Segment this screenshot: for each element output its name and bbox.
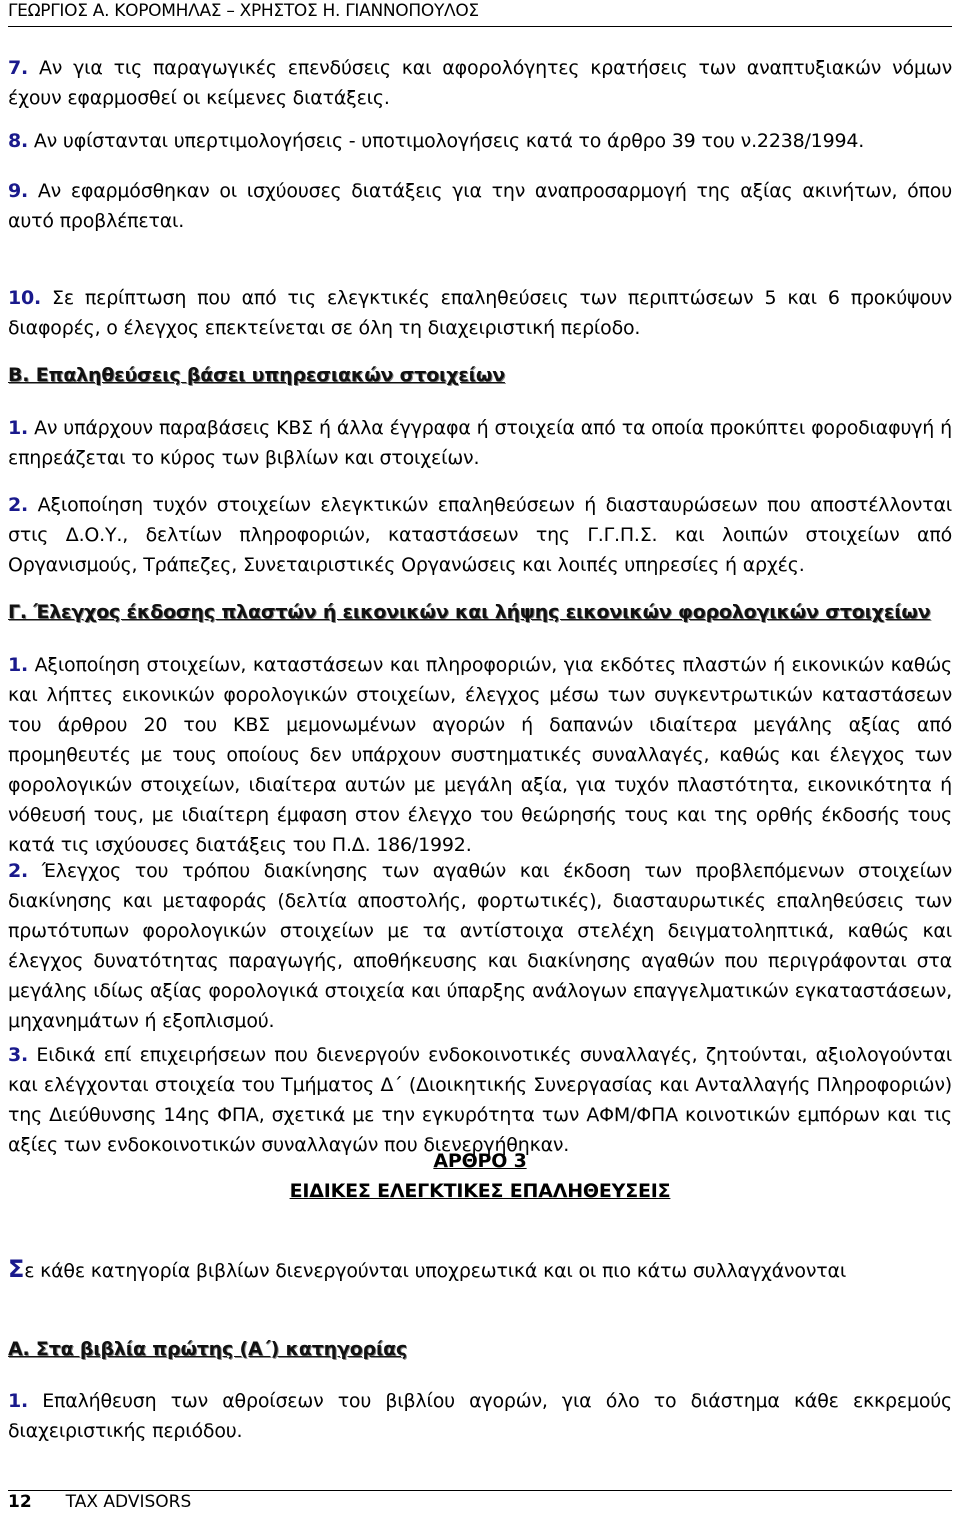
section-a-heading: Α. Στα βιβλία πρώτης (Α΄) κατηγορίας xyxy=(8,1338,408,1360)
footer-label: TAX ADVISORS xyxy=(65,1492,192,1512)
section-c-heading: Γ. Έλεγχος έκδοσης πλαστών ή εικονικών και λήψης εικονικών φορολογικών στοιχείων xyxy=(8,601,931,623)
section-b-heading: Β. Επαληθεύσεις βάσει υπηρεσιακών στοιχείων xyxy=(8,364,505,386)
page-number: 12 xyxy=(8,1492,32,1512)
section-c-item-2: 2. Έλεγχος του τρόπου διακίνησης των αγαθών και έκδοση των προβλεπόμενων στοιχείων διακίνησης και μεταφοράς (δελτία αποστολής, φορτωτικές), διασταυρωτικές επαληθεύσεις των πρωτότυπων φορολογικών στοιχείων με τα αντίστοιχα στελέχη δειγματοληπτικά, καθώς και έλεγχος δυνατότητας παραγωγής, αποθήκευσης και διακίνησης αγαθών που περιγράφονται στα μεγάλης ιδίως αξίας φορολογικά στοιχεία και ύπαρξης ανάλογων επαγγελματικών εγκαταστάσεων, μηχανημάτων ή εξοπλισμού. xyxy=(8,860,952,1032)
article-intro: Σε κάθε κατηγορία βιβλίων διενεργούνται υποχρεωτικά και οι πιο κάτω συλλαγχάνονται xyxy=(8,1255,847,1283)
article-subtitle: ΕΙΔΙΚΕΣ ΕΛΕΓΚΤΙΚΕΣ ΕΠΑΛΗΘΕΥΣΕΙΣ xyxy=(289,1180,671,1202)
running-header: ΓΕΩΡΓΙΟΣ Α. ΚΟΡΟΜΗΛΑΣ – ΧΡΗΣΤΟΣ Η. ΓΙΑΝΝΟΠΟΥΛΟΣ xyxy=(8,0,952,27)
item-8: 8. Αν υφίστανται υπερτιμολογήσεις - υποτιμολογήσεις κατά το άρθρο 39 του ν.2238/1994. xyxy=(8,130,865,152)
section-b-item-2: 2. Αξιοποίηση τυχόν στοιχείων ελεγκτικών επαληθεύσεων ή διασταυρώσεων που αποστέλλονται στις Δ.Ο.Υ., δελτίων πληροφοριών, καταστάσεων της Γ.Γ.Π.Σ. και λοιπών στοιχείων από Οργανισμούς, Τράπεζες, Συνεταιριστικές Οργανώσεις και λοιπές υπηρεσίες ή αρχές. xyxy=(8,494,952,576)
section-c-item-1: 1. Αξιοποίηση στοιχείων, καταστάσεων και πληροφοριών, για εκδότες πλαστών ή εικονικών καθώς και λήπτες εικονικών φορολογικών στοιχείων, έλεγχος μέσω των συγκεντρωτικών καταστάσεων του άρθρου 20 του ΚΒΣ μεμονωμένων αγορών ή δαπανών ιδιαίτερα μεγάλης αξίας από προμηθευτές με τους οποίους δεν υπάρχουν συστηματικές συναλλαγές, καθώς και έλεγχος των φορολογικών στοιχείων, ιδιαίτερα αυτών με μεγάλη αξία, για τυχόν πλαστότητα, εικονικότητα ή νόθευσή τους, με ιδιαίτερη έμφαση στον έλεγχο του θεώρησής τους και της ορθής έκδοσής τους κατά τις ισχύουσες διατάξεις του Π.Δ. 186/1992. xyxy=(8,654,952,856)
section-a-item-1: 1. Επαλήθευση των αθροίσεων του βιβλίου αγορών, για όλο το διάστημα κάθε εκκρεμούς διαχειριστικής περιόδου. xyxy=(8,1390,952,1442)
section-c-item-3: 3. Ειδικά επί επιχειρήσεων που διενεργούν ενδοκοινοτικές συναλλαγές, ζητούνται, αξιολογούνται και ελέγχονται στοιχεία του Τμήματος Δ΄ (Διοικητικής Συνεργασίας και Ανταλλαγής Πληροφοριών) της Διεύθυνσης 14ης ΦΠΑ, σχετικά με την εγκυρότητα των ΑΦΜ/ΦΠΑ κοινοτικών εμπόρων και τις αξίες των ενδοκοινοτικών συναλλαγών που διενεργήθηκαν. xyxy=(8,1044,952,1156)
item-7: 7. Αν για τις παραγωγικές επενδύσεις και αφορολόγητες κρατήσεις των αναπτυξιακών νόμων έχουν εφαρμοσθεί οι κείμενες διατάξεις. xyxy=(8,57,952,109)
article-title: ΑΡΘΡΟ 3 xyxy=(433,1150,527,1172)
item-9: 9. Αν εφαρμόσθηκαν οι ισχύουσες διατάξεις για την αναπροσαρμογή της αξίας ακινήτων, όπου αυτό προβλέπεται. xyxy=(8,180,952,232)
page-footer xyxy=(8,1490,952,1515)
section-b-item-1: 1. Αν υπάρχουν παραβάσεις ΚΒΣ ή άλλα έγγραφα ή στοιχεία από τα οποία προκύπτει φοροδιαφυγή ή επηρεάζεται το κύρος των βιβλίων και στοιχείων. xyxy=(8,417,952,469)
item-10: 10. Σε περίπτωση που από τις ελεγκτικές επαληθεύσεις των περιπτώσεων 5 και 6 προκύψουν διαφορές, ο έλεγχος επεκτείνεται σε όλη τη διαχειριστική περίοδο. xyxy=(8,287,952,339)
